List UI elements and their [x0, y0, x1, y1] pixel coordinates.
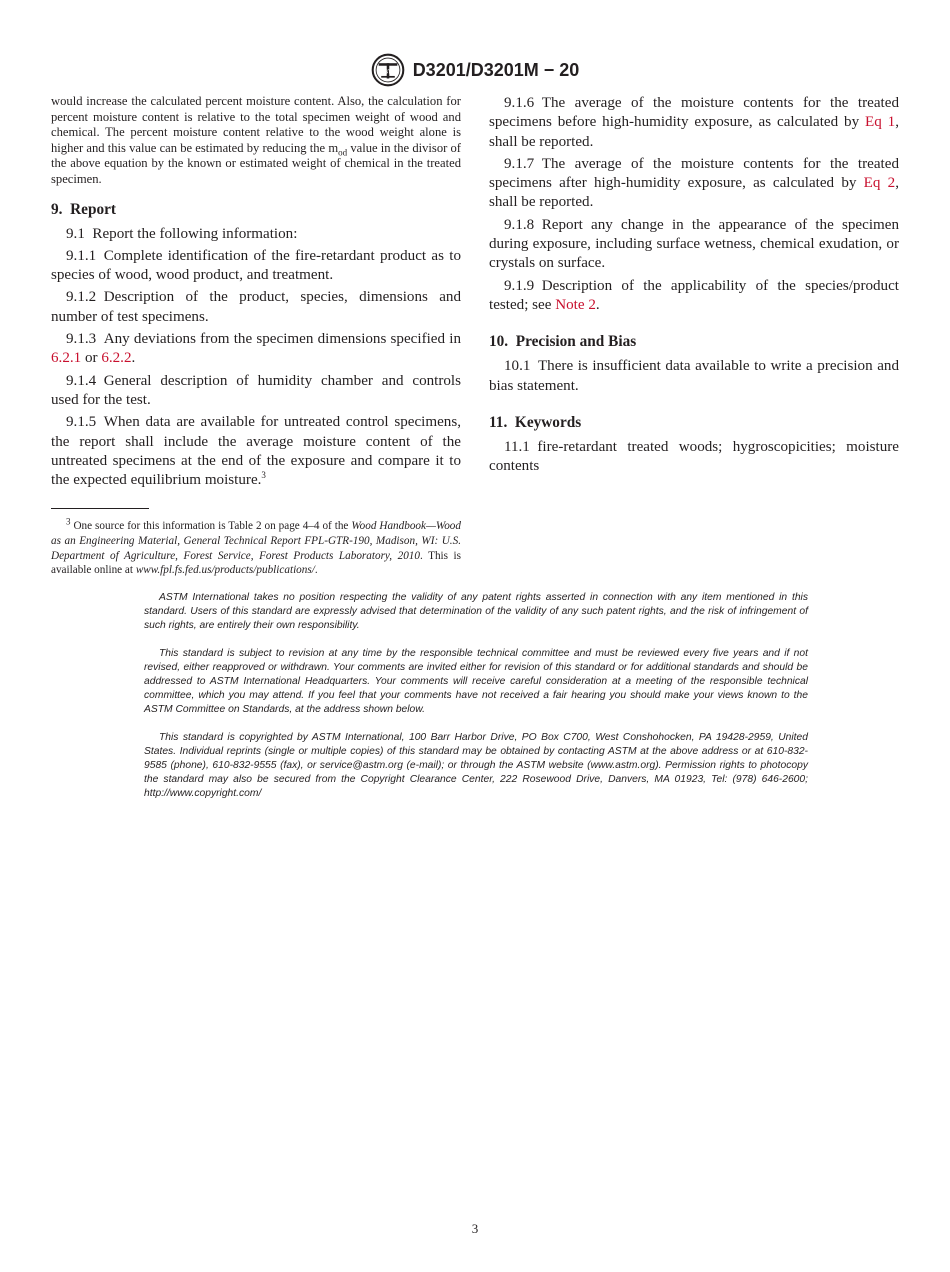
- patent-notice: ASTM International takes no position respecting the validity of any patent rights asserted in connection with any item mentioned in this standard. Users of this standard are expressly advised that determination of the validity of any such patent rights, and the risk of infringement of such rights, are entirely their own responsibility.: [144, 592, 808, 631]
- paragraph-9-1-8: 9.1.8 Report any change in the appearance of the specimen during exposure, including surface wetness, chemical exudation, or crystals on surface.: [489, 216, 899, 272]
- paragraph-9-1-3-mid: or: [81, 350, 102, 367]
- standard-designation: D3201/D3201M − 20: [412, 59, 580, 80]
- paragraph-9-1-7: [489, 155, 899, 213]
- link-note-2[interactable]: Note 2: [555, 296, 596, 313]
- paragraph-9-1-6-end: , shall be reported.: [489, 114, 899, 150]
- paragraph-9-1-3-end: .: [131, 350, 136, 367]
- section-9-heading: 9. Report: [51, 200, 116, 218]
- paragraph-9-1-6: [489, 94, 899, 152]
- footnote-rule: [51, 508, 149, 509]
- footnote-reference-title: Wood Handbook—Wood as an Engineering Material, General Technical Report FPL-GTR-190, Madison, WI: U.S. Department of Agriculture, Forest Service, Forest Products Laboratory, 2010: [51, 520, 461, 562]
- subscript-od: od: [338, 147, 348, 158]
- paragraph-9-1-9: [489, 277, 899, 316]
- page-number: 3: [471, 1221, 479, 1236]
- paragraph-9-1-6-text: 9.1.6 The average of the moisture contents for the treated specimens before high-humidity exposure, as calculated by: [489, 95, 899, 131]
- left-column: [51, 94, 461, 578]
- footnote-text-b: . This is available online at: [51, 549, 461, 577]
- paragraph-9-1-1: 9.1.1 Complete identification of the fire-retardant product as to species of wood, wood product, and treatment.: [51, 247, 461, 284]
- paragraph-9-1-2: 9.1.2 Description of the product, species, dimensions and number of test specimens.: [51, 289, 461, 325]
- paragraph-9-1-3-text: 9.1.3 Any deviations from the specimen dimensions specified in: [66, 331, 461, 348]
- link-6-2-1[interactable]: 6.2.1: [51, 350, 82, 367]
- paragraph-9-1-4: 9.1.4 General description of humidity chamber and controls used for the test.: [51, 372, 461, 408]
- astm-notices: [144, 591, 808, 815]
- right-column: [489, 94, 899, 479]
- paragraph-10-1: 10.1 There is insufficient data available to write a precision and bias statement.: [489, 358, 899, 394]
- footnote-text-a: One source for this information is Table 2 on page 4–4 of the: [70, 520, 352, 533]
- paragraph-9-1-3: [51, 330, 461, 369]
- svg-text:ASTM: ASTM: [380, 69, 395, 76]
- continuation-paragraph: [51, 94, 461, 188]
- paragraph-9-1-7-text: 9.1.7 The average of the moisture contents for the treated specimens after high-humidity exposure, as calculated by: [489, 155, 899, 192]
- continuation-text: would increase the calculated percent moisture content. Also, the calculation for percent moisture content is relative to the total specimen weight of wood and chemical. The percent moisture content relative to the wood weight alone is higher and this value can be estimated by reducing the m: [51, 94, 461, 155]
- paragraph-11-1: 11.1 fire-retardant treated woods; hygroscopicities; moisture contents: [489, 438, 899, 475]
- paragraph-9-1-5-text: 9.1.5 When data are available for untreated control specimens, the report shall include the average moisture content of the untreated specimens at the end of the exposure and compare it to the expected equilibrium moisture.: [51, 414, 461, 489]
- footnote-url[interactable]: www.fpl.fs.fed.us/products/publications/: [135, 564, 315, 577]
- page-header: [0, 52, 950, 88]
- footnote-text-c: .: [314, 564, 318, 577]
- continuation-text-end: value in the divisor of the above equation by the known or estimated weight of chemical in the treated specimen.: [51, 140, 461, 186]
- paragraph-9-1-5: [51, 413, 461, 490]
- footnote-number: 3: [66, 516, 71, 527]
- footnote-ref-3[interactable]: 3: [261, 470, 266, 481]
- copyright-notice: This standard is copyrighted by ASTM International, 100 Barr Harbor Drive, PO Box C700, West Conshohocken, PA 19428-2959, United States. Individual reprints (single or multiple copies) of this standard may be obtained by contacting ASTM at the above address or at 610-832-9585 (phone), 610-832-9555 (fax), or service@astm.org (e-mail); or through the ASTM website (www.astm.org). Permission rights to photocopy the standard may also be secured from the Copyright Clearance Center, 222 Rosewood Drive, Danvers, MA 01923, Tel: (978) 646-2600; http://www.copyright.com/: [144, 732, 808, 799]
- paragraph-9-1-9-text: 9.1.9 Description of the applicability of the species/product tested; see: [489, 277, 899, 313]
- astm-logo-icon: [371, 53, 405, 87]
- link-6-2-2[interactable]: 6.2.2: [101, 350, 132, 367]
- paragraph-9-1-9-end: .: [595, 296, 600, 313]
- paragraph-9-1: 9.1 Report the following information:: [66, 225, 298, 242]
- link-eq-2[interactable]: Eq 2: [863, 175, 896, 192]
- section-10-heading: 10. Precision and Bias: [489, 333, 637, 351]
- section-11-heading: 11. Keywords: [489, 413, 582, 431]
- link-eq-1[interactable]: Eq 1: [865, 114, 896, 131]
- footnote-3: [51, 516, 461, 577]
- paragraph-9-1-7-end: , shall be reported.: [489, 175, 899, 211]
- revision-notice: This standard is subject to revision at any time by the responsible technical committee and must be reviewed every five years and if not revised, either reapproved or withdrawn. Your comments are invited either for revision of this standard or for additional standards and should be addressed to ASTM International Headquarters. Your comments will receive careful consideration at a meeting of the responsible technical committee, which you may attend. If you feel that your comments have not received a fair hearing you should make your views known to the ASTM Committee on Standards, at the address shown below.: [144, 648, 808, 715]
